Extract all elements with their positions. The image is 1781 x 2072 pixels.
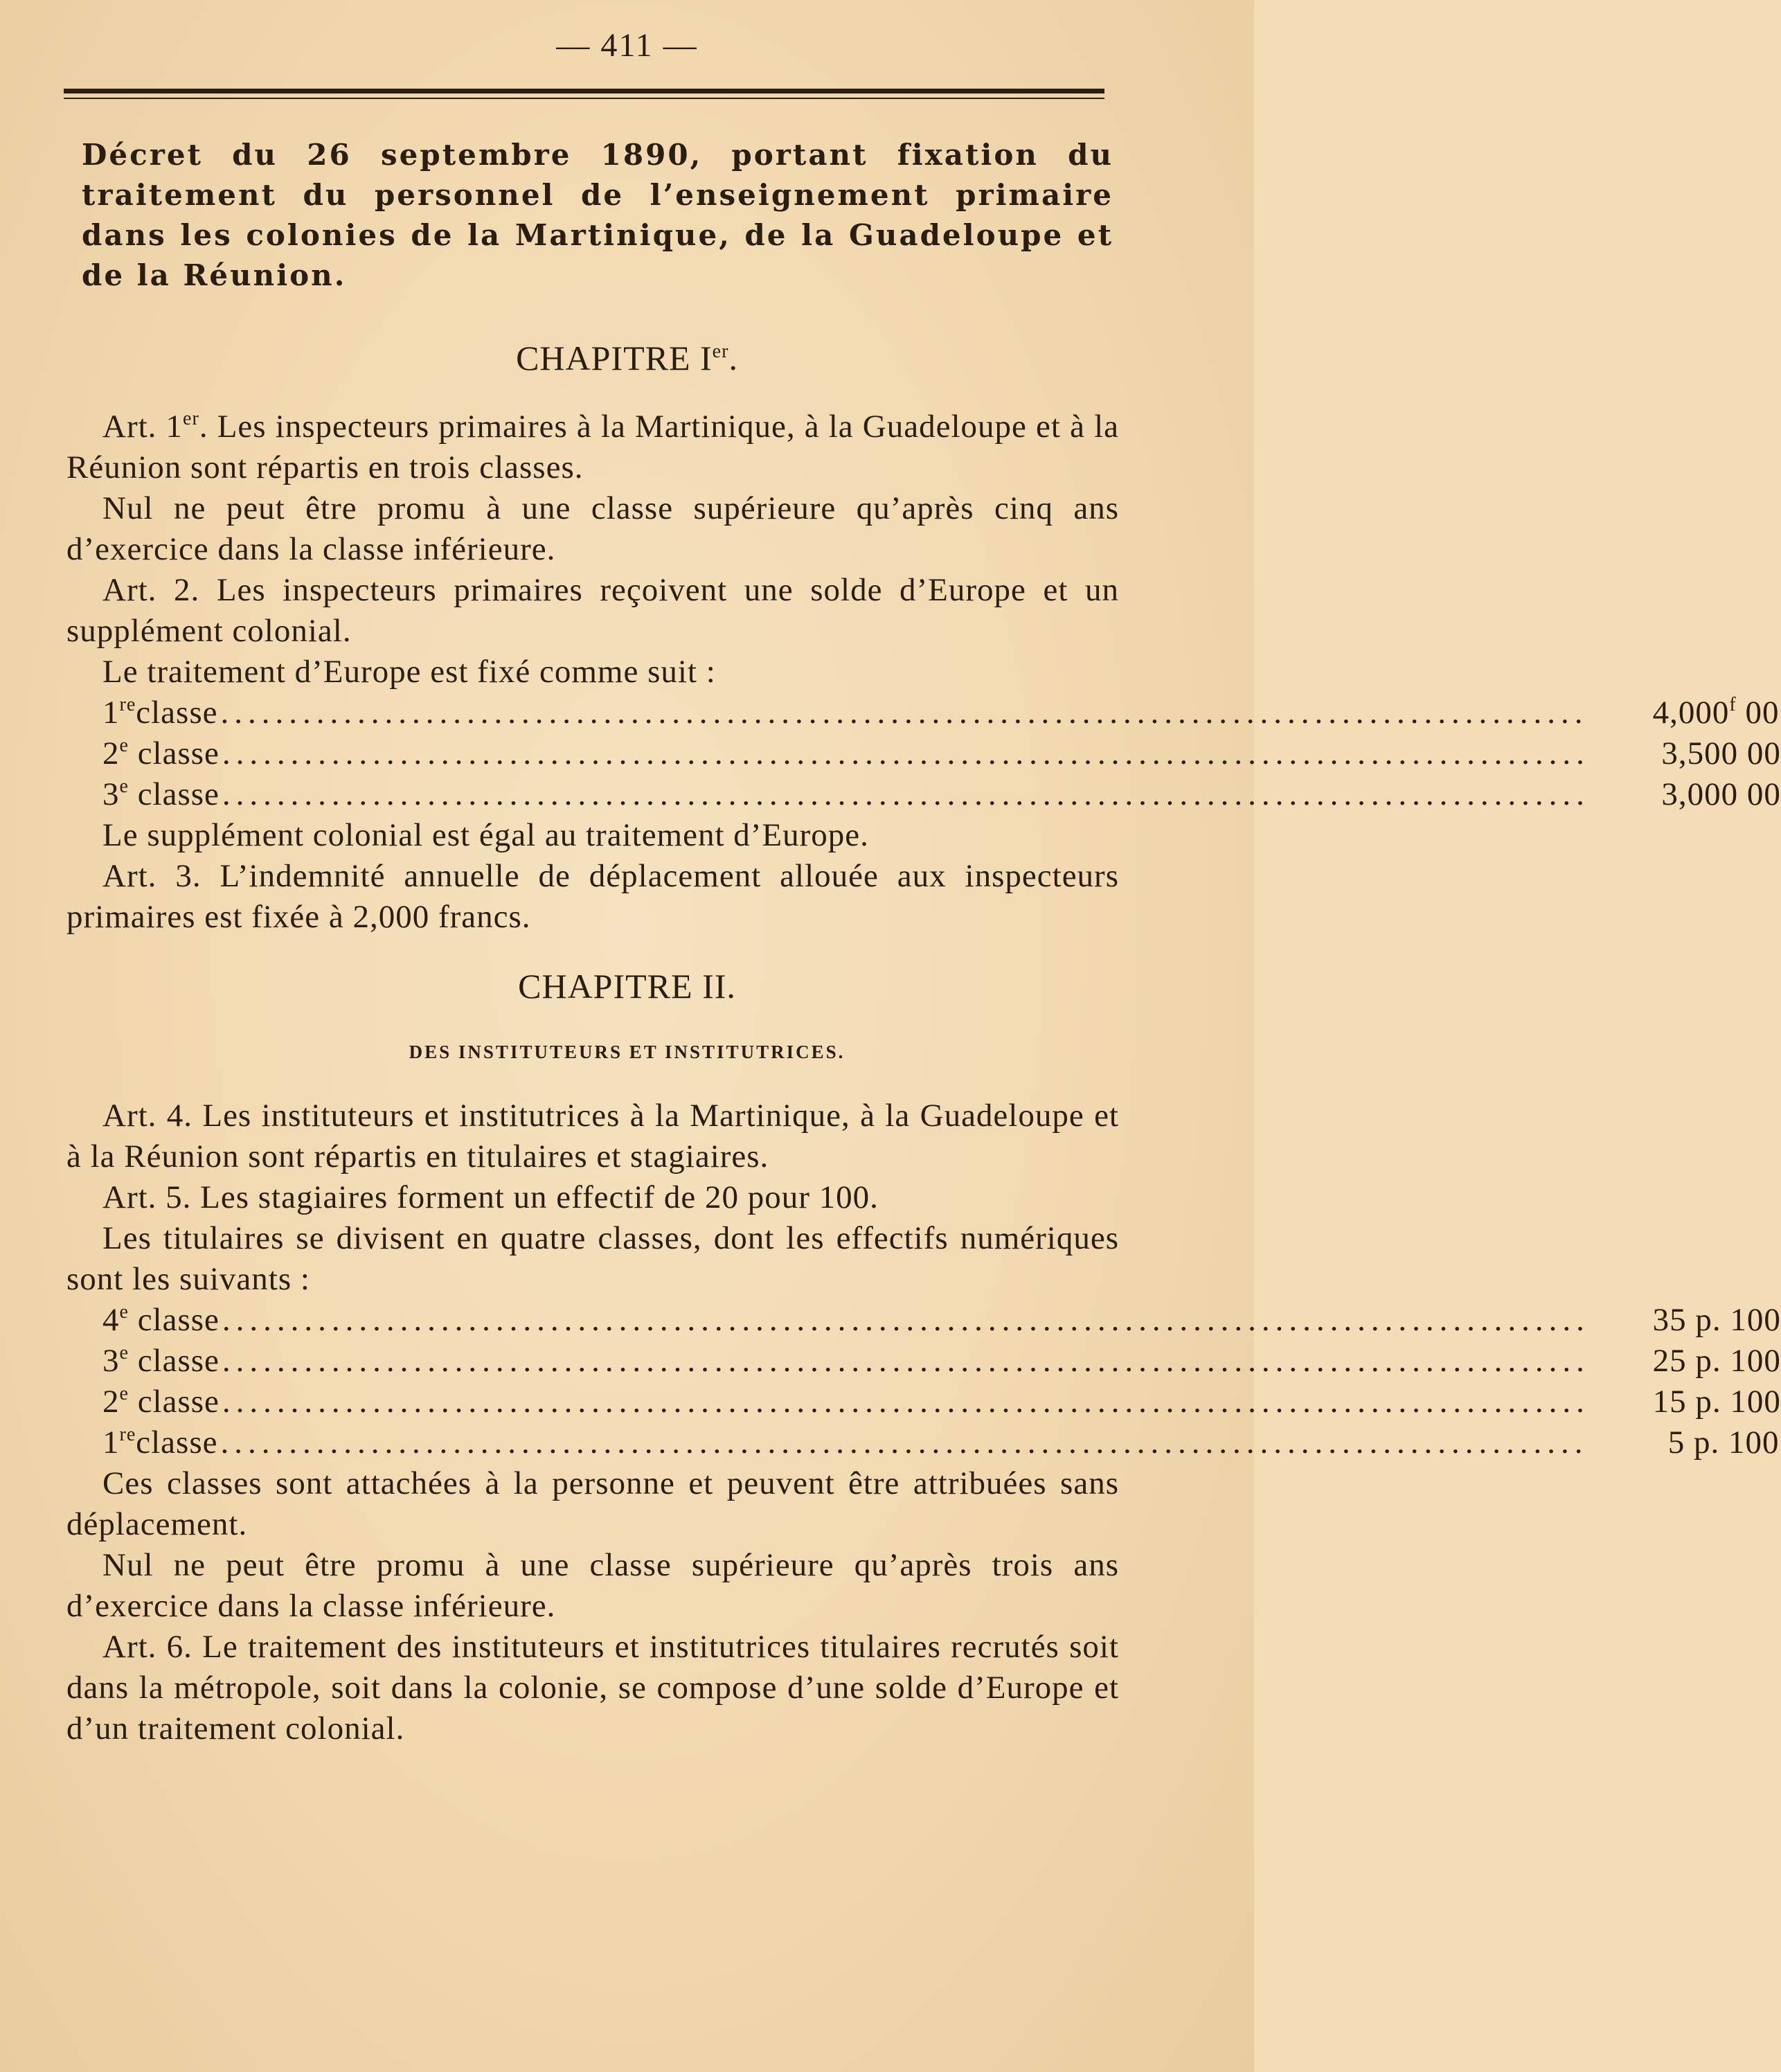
chapter-1-heading-end: .: [728, 339, 738, 377]
article-3: Art. 3. L’indemnité annuelle de déplacement allouée aux inspecteurs primaires est fixée à 2,000 francs.: [66, 858, 1119, 935]
header-rule-thin: [64, 98, 1104, 99]
chapter-1-body: [66, 407, 1781, 938]
class-share: 35 p. 100: [1652, 1302, 1781, 1338]
class-word: classe: [128, 735, 220, 771]
class-number: 3: [102, 1343, 120, 1379]
class-share: 5 p. 100: [1667, 1424, 1780, 1461]
article-1-text: . Les inspecteurs primaires à la Martinique, à la Guadeloupe et à la Réunion sont répartis en trois classes.: [66, 409, 1119, 485]
chapter-2-heading: CHAPITRE II.: [518, 967, 736, 1006]
class-number: 2: [102, 1384, 120, 1420]
leader-dots: ....................................................................................................: [220, 1424, 1588, 1461]
class-number-sup: e: [119, 1383, 129, 1404]
salary-class-label: [102, 733, 220, 774]
leader-dots: ....................................................................................................: [222, 735, 1590, 771]
class-number: 3: [102, 776, 120, 812]
class-word: classe: [136, 695, 218, 731]
leader-dots: ....................................................................................................: [222, 1384, 1590, 1420]
article-5-paragraph-4: Nul ne peut être promu à une classe supérieure qu’après trois ans d’exercice dans la classe inférieure.: [66, 1547, 1119, 1624]
salary-row: [66, 733, 1781, 774]
class-number-sup: e: [119, 735, 129, 756]
salary-row: [66, 693, 1780, 733]
leader-dots: ....................................................................................................: [222, 776, 1590, 812]
class-number-sup: e: [119, 776, 129, 797]
article-6: Art. 6. Le traitement des instituteurs et institutrices titulaires recrutés soit dans la métropole, soit dans la colonie, se compose d’une solde d’Europe et d’un traitement colonial.: [66, 1629, 1119, 1747]
class-label: [102, 1341, 220, 1382]
chapter-1-heading-sup: er: [712, 341, 729, 362]
class-row: [66, 1300, 1781, 1341]
salary-cents: 00: [1736, 695, 1780, 731]
article-1-sup: er: [183, 408, 199, 429]
class-word: classe: [128, 1384, 220, 1420]
class-number-sup: re: [119, 1424, 136, 1445]
class-number: 1: [102, 695, 120, 731]
leader-dots: ....................................................................................................: [222, 1343, 1590, 1379]
article-1: [66, 407, 1119, 488]
article-5-paragraph-3: Ces classes sont attachées à la personne et peuvent être attribuées sans déplacement.: [66, 1465, 1119, 1542]
leader-dots: ....................................................................................................: [222, 1302, 1590, 1338]
chapter-2-subheading: DES INSTITUTEURS ET INSTITUTRICES.: [409, 1042, 845, 1062]
article-4: Art. 4. Les instituteurs et institutrices à la Martinique, à la Guadeloupe et à la Réunion sont répartis en titulaires et stagiaires.: [66, 1098, 1119, 1175]
class-number: 1: [102, 1424, 120, 1461]
article-2-paragraph-2: Le traitement d’Europe est fixé comme suit :: [102, 654, 716, 690]
decree-title: Décret du 26 septembre 1890, portant fixation du traitement du personnel de l’enseignement primaire dans les colonies de la Martinique, de la Guadeloupe et de la Réunion.: [82, 138, 1113, 292]
article-5-paragraph-2: Les titulaires se divisent en quatre classes, dont les effectifs numériques sont les suivants :: [66, 1220, 1119, 1297]
class-label: [102, 1300, 220, 1341]
class-number: 4: [102, 1302, 120, 1338]
class-share: 15 p. 100: [1652, 1384, 1781, 1420]
header-rule-thick: [64, 89, 1104, 93]
chapter-2-body: [66, 1096, 1781, 1749]
article-2: Art. 2. Les inspecteurs primaires reçoivent une solde d’Europe et un supplément colonial.: [66, 572, 1119, 649]
salary-value: 3,000 00: [1661, 776, 1781, 812]
chapter-1-heading: [0, 338, 1254, 378]
class-word: classe: [136, 1424, 218, 1461]
class-word: classe: [128, 1302, 220, 1338]
salary-class-label: [102, 693, 218, 733]
chapter-1-heading-text: CHAPITRE I: [516, 339, 713, 377]
class-word: classe: [128, 776, 220, 812]
salary-unit-sup: f: [1729, 694, 1737, 715]
class-row: [66, 1341, 1781, 1382]
class-label: [102, 1382, 220, 1422]
leader-dots: ....................................................................................................: [220, 695, 1588, 731]
article-5: Art. 5. Les stagiaires forment un effectif de 20 pour 100.: [102, 1179, 879, 1215]
class-label: [102, 1422, 218, 1463]
salary-value: 3,500 00: [1661, 735, 1781, 771]
salary-amount: 4,000: [1652, 695, 1730, 731]
class-number-sup: e: [119, 1301, 129, 1323]
article-2-paragraph-3: Le supplément colonial est égal au traitement d’Europe.: [102, 817, 869, 853]
article-1-label: Art. 1: [102, 409, 184, 445]
class-row: [66, 1422, 1780, 1463]
article-1-paragraph-2: Nul ne peut être promu à une classe supérieure qu’après cinq ans d’exercice dans la classe inférieure.: [66, 490, 1119, 567]
class-word: classe: [128, 1343, 220, 1379]
salary-class-label: [102, 774, 220, 815]
page-number: — 411 —: [556, 27, 698, 64]
salary-value: [1600, 693, 1780, 733]
class-row: [66, 1382, 1781, 1422]
class-number-sup: re: [119, 694, 136, 715]
class-number-sup: e: [119, 1342, 129, 1364]
class-number: 2: [102, 735, 120, 771]
salary-row: [66, 774, 1781, 815]
class-share: 25 p. 100: [1652, 1343, 1781, 1379]
